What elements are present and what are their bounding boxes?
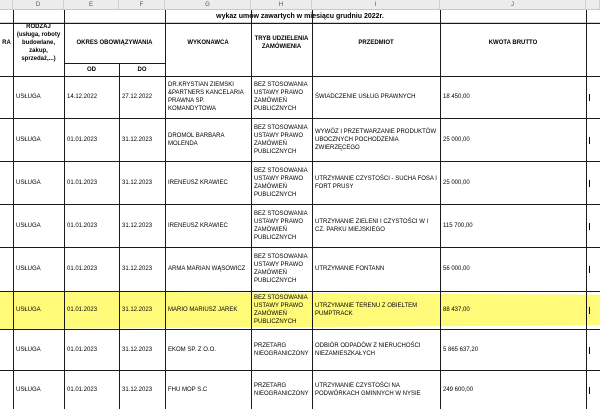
cell-do[interactable]: 31.12.2023: [122, 179, 153, 186]
cell-przedmiot[interactable]: UTRZYMANIE FONTANN: [315, 266, 385, 272]
cell-tryb[interactable]: PRZETARG NIEOGRANICZONY: [254, 382, 309, 397]
cell-rodzaj[interactable]: USŁUGA: [16, 179, 41, 186]
cell-do[interactable]: 31.12.2023: [122, 386, 153, 393]
cell-do[interactable]: 27.12.2022: [122, 94, 153, 100]
cell-od[interactable]: 01.01.2023: [67, 136, 98, 143]
header-partial-c: RA: [2, 40, 11, 46]
cell-przedmiot[interactable]: ŚWIADCZENIE USŁUG PRAWNYCH: [315, 94, 416, 100]
grid-line: [165, 10, 166, 409]
cell-tryb[interactable]: PRZETARG NIEOGRANICZONY: [254, 342, 309, 357]
cell-rodzaj[interactable]: USŁUGA: [16, 266, 41, 272]
cell-kwota[interactable]: 56 000,00: [443, 266, 470, 272]
cell-od[interactable]: 01.01.2023: [67, 266, 98, 272]
cell-od[interactable]: 01.01.2023: [67, 307, 98, 313]
column-header-j[interactable]: J: [440, 0, 586, 10]
grid-line: [64, 63, 165, 64]
cell-przedmiot[interactable]: UTRZYMANIE ZIELENI I CZYSTOŚCI W I CZ. PARKU MIEJSKIEGO: [315, 218, 429, 233]
cell-kwota[interactable]: 249 600,00: [443, 386, 474, 393]
cell-kwota[interactable]: 88 437,00: [443, 307, 470, 313]
grid-line: [0, 118, 600, 119]
column-header-i[interactable]: I: [312, 0, 440, 10]
cell-wykonawca[interactable]: FHU MOP S.C: [168, 386, 208, 393]
cell-marker: [589, 387, 590, 394]
cell-do[interactable]: 31.12.2023: [122, 222, 153, 229]
cell-wykonawca[interactable]: IRENEUSZ KRAWIEC: [168, 222, 228, 229]
grid-line: [0, 204, 600, 205]
cell-od[interactable]: 14.12.2022: [67, 94, 98, 100]
cell-tryb[interactable]: BEZ STOSOWANIA USTAWY PRAWO ZAMÓWIEŃ PUBLICZNYCH: [254, 124, 308, 155]
header-okres: OKRES OBOWIĄZYWANIA: [76, 40, 153, 46]
cell-tryb[interactable]: BEZ STOSOWANIA USTAWY PRAWO ZAMÓWIEŃ PUBLICZNYCH: [254, 210, 308, 241]
cell-od[interactable]: 01.01.2023: [67, 222, 98, 229]
grid-line: [586, 10, 587, 409]
grid-line: [312, 10, 313, 409]
cell-przedmiot[interactable]: UTRZYMANIE TERENU Z OBIELTEM PUMPTRACK: [315, 303, 418, 317]
cell-do[interactable]: 31.12.2023: [122, 307, 153, 313]
title-row: [0, 10, 600, 23]
cell-marker: [589, 223, 590, 230]
cell-przedmiot[interactable]: ODBIÓR ODPADÓW Z NIERUCHOŚCI NIEZAMIESZKAŁYCH: [315, 342, 421, 357]
header-kwota: KWOTA BRUTTO: [488, 40, 538, 46]
cell-wykonawca[interactable]: IRENEUSZ KRAWIEC: [168, 179, 228, 186]
cell-wykonawca[interactable]: ARMA MARIAN WĄSOWICZ: [168, 266, 246, 272]
cell-rodzaj[interactable]: USŁUGA: [16, 94, 41, 100]
cell-rodzaj[interactable]: USŁUGA: [16, 307, 41, 313]
grid-line: [0, 370, 600, 371]
cell-marker: [589, 94, 590, 101]
cell-wykonawca[interactable]: EKOM SP. Z O.O.: [168, 346, 216, 353]
grid-line: [0, 291, 600, 292]
grid-line: [13, 10, 14, 409]
column-header-f[interactable]: F: [119, 0, 165, 10]
header-rodzaj: RODZAJ (usługa, roboty budowlane, zakup, sprzedaż,...): [16, 24, 61, 62]
column-header-c[interactable]: [0, 0, 13, 10]
cell-marker: [589, 180, 590, 187]
cell-kwota[interactable]: 115 700,00: [443, 222, 473, 229]
sheet-title: wykaz umów zawartych w miesiącu grudniu 2022r.: [216, 13, 384, 20]
cell-rodzaj[interactable]: USŁUGA: [16, 222, 41, 229]
cell-tryb[interactable]: BEZ STOSOWANIA USTAWY PRAWO ZAMÓWIEŃ PUBLICZNYCH: [254, 295, 308, 325]
grid-line: [0, 247, 600, 248]
cell-do[interactable]: 31.12.2023: [122, 136, 153, 143]
cell-tryb[interactable]: BEZ STOSOWANIA USTAWY PRAWO ZAMÓWIEŃ PUBLICZNYCH: [254, 167, 308, 198]
header-tryb: TRYB UDZIELENIA ZAMÓWIENIA: [254, 36, 309, 50]
cell-tryb[interactable]: BEZ STOSOWANIA USTAWY PRAWO ZAMÓWIEŃ PUBLICZNYCH: [254, 254, 308, 284]
grid-line: [0, 329, 600, 330]
column-header-g[interactable]: G: [165, 0, 251, 10]
cell-rodzaj[interactable]: USŁUGA: [16, 136, 41, 143]
column-header-e[interactable]: E: [64, 0, 119, 10]
header-od: OD: [87, 66, 96, 73]
cell-rodzaj[interactable]: USŁUGA: [16, 386, 41, 393]
cell-kwota[interactable]: 5 865 637,20: [443, 346, 479, 353]
cell-od[interactable]: 01.01.2023: [67, 179, 98, 186]
header-wykonawca: WYKONAWCA: [187, 40, 229, 46]
column-header-k[interactable]: [586, 0, 600, 10]
cell-kwota[interactable]: 25 000,00: [443, 136, 470, 143]
cell-kwota[interactable]: 18 450,00: [443, 94, 470, 100]
cell-przedmiot[interactable]: UTRZYMANIE CZYSTOŚCI - SUCHA FOSA I FORT PRUSY: [315, 175, 437, 190]
cell-rodzaj[interactable]: USŁUGA: [16, 346, 41, 353]
cell-do[interactable]: 31.12.2023: [122, 266, 153, 272]
cell-marker: [589, 307, 590, 314]
cell-marker: [589, 266, 590, 273]
cell-marker: [589, 137, 590, 144]
cell-wykonawca[interactable]: MARIO MARIUSZ JAREK: [168, 307, 238, 313]
grid-line: [251, 10, 252, 409]
cell-kwota[interactable]: 25 000,00: [443, 179, 470, 186]
cell-od[interactable]: 01.01.2023: [67, 346, 98, 353]
cell-wykonawca[interactable]: DROMOL BARBARA MOLENDA: [168, 132, 225, 147]
cell-do[interactable]: 31.12.2023: [122, 346, 153, 353]
header-przedmiot: PRZEDMIOT: [358, 40, 394, 46]
grid-line: [0, 23, 600, 24]
column-header-d[interactable]: D: [13, 0, 64, 10]
cell-od[interactable]: 01.01.2023: [67, 386, 98, 393]
cell-wykonawca[interactable]: DR.KRYSTIAN ZIEMSKI &PARTNERS KANCELARIA PRAWNA SP. KOMANDYTOWA: [168, 82, 244, 112]
cell-przedmiot[interactable]: WYWÓZ I PRZETWARZANIE PRODUKTÓW UBOCZNYCH POCHODZENIA ZWIERZĘCEGO: [315, 128, 437, 151]
header-do: DO: [137, 66, 147, 73]
grid-line: [440, 10, 441, 409]
cell-tryb[interactable]: BEZ STOSOWANIA USTAWY PRAWO ZAMÓWIEŃ PUBLICZNYCH: [254, 82, 308, 112]
cell-przedmiot[interactable]: UTRZYMANIE CZYSTOŚCI NA PODWÓRKACH GMINNYCH W NYSIE: [315, 382, 421, 397]
cell-marker: [589, 347, 590, 354]
grid-line: [119, 63, 120, 409]
grid-line: [64, 10, 65, 409]
grid-line: [0, 161, 600, 162]
grid-line: [0, 76, 600, 77]
column-header-h[interactable]: H: [251, 0, 312, 10]
